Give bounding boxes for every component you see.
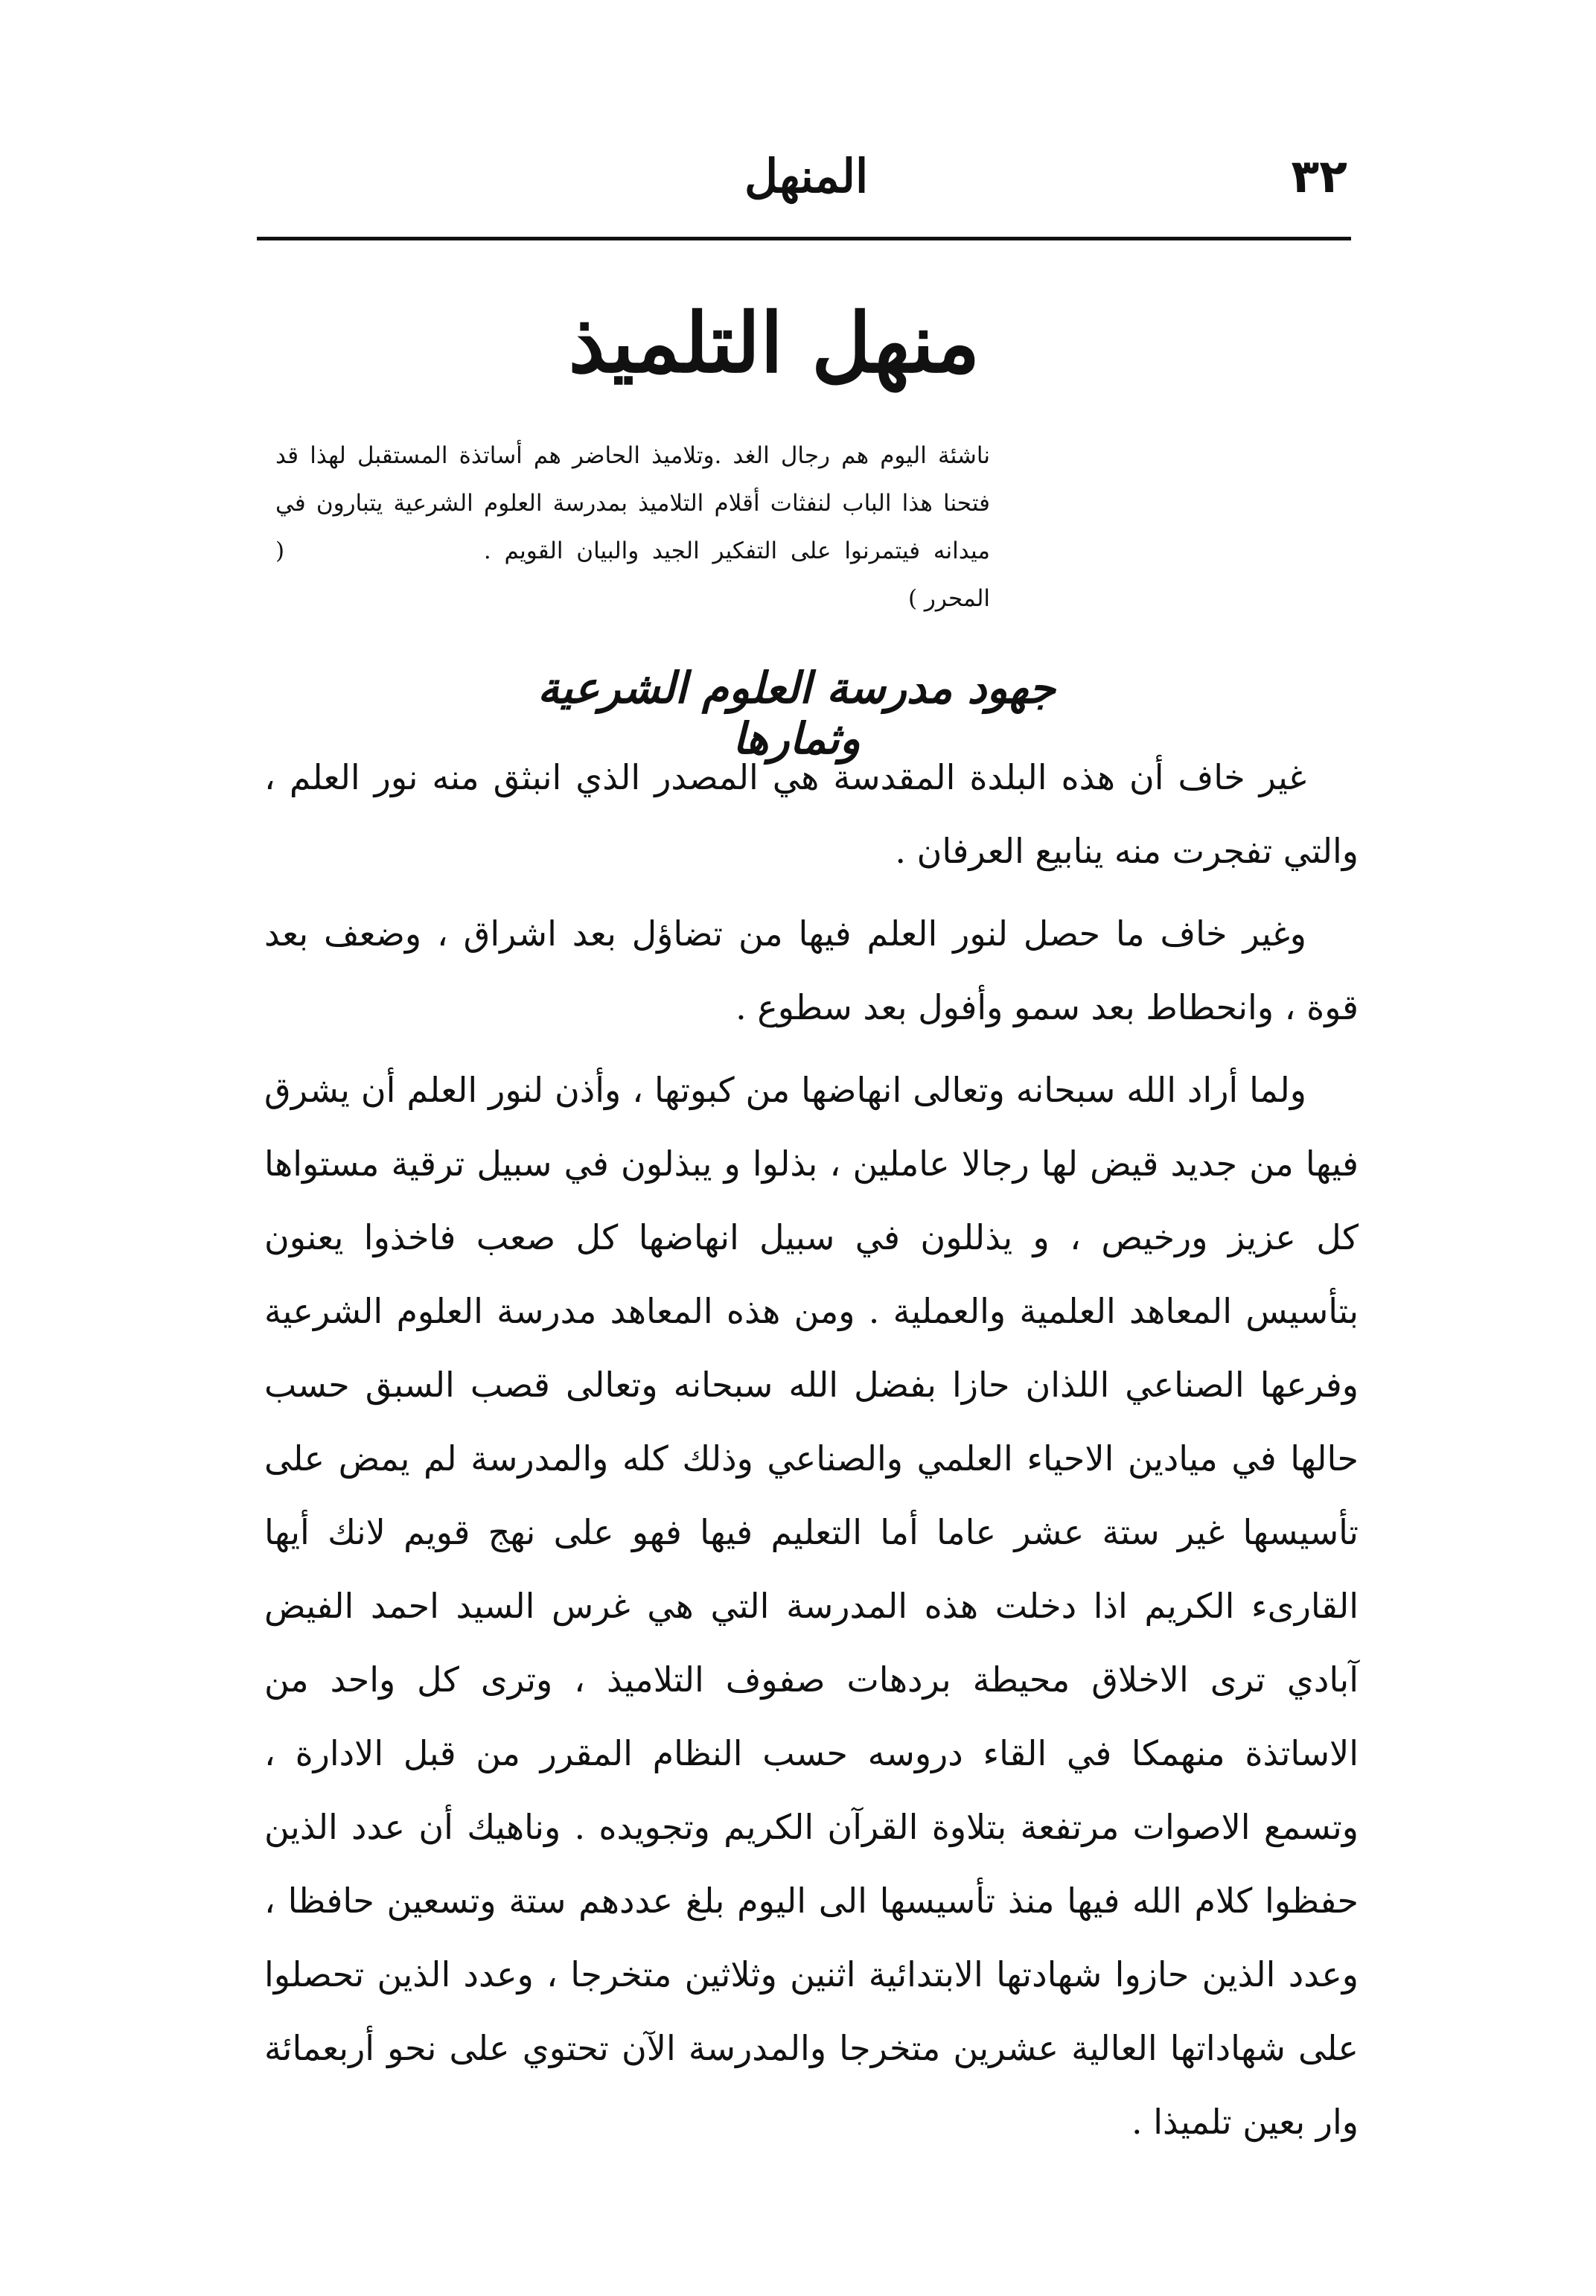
running-head: [253, 141, 1347, 223]
editor-signature: ( المحرر ): [275, 538, 990, 612]
journal-name: المنهل: [744, 149, 869, 203]
header-rule: [257, 237, 1351, 240]
section-intro-text: ناشئة اليوم هم رجال الغد .وتلاميذ الحاضر هم أساتذة المستقبل لهذا قد فتحنا هذا الباب لنفثات أقلام التلاميذ بمدرسة العلوم الشرعية يتبارون في ميدانه فيتمرنوا على التفكير الجيد والبيان القويم .: [275, 442, 990, 564]
article-paragraph-3: ولما أراد الله سبحانه وتعالى انهاضها من كبوتها ، وأذن لنور العلم أن يشرق فيها من جديد قيض لها رجالا عاملين ، بذلوا و يبذلون في سبيل ترقية مستواها كل عزيز ورخيص ، و يذللون في سبيل انهاضها كل صعب فاخذوا يعنون بتأسيس المعاهد العلمية والعملية . ومن هذه المعاهد مدرسة العلوم الشرعية وفرعها الصناعي اللذان حازا بفضل الله سبحانه وتعالى قصب السبق حسب حالها في ميادين الاحياء العلمي والصناعي وذلك كله والمدرسة لم يمض على تأسيسها غير ستة عشر عاما أما التعليم فيها فهو على نهج قويم لانك أيها القارىء الكريم اذا دخلت هذه المدرسة التي هي غرس السيد احمد الفيض آبادي ترى الاخلاق محيطة بردهات صفوف التلاميذ ، وترى كل واحد من الاساتذة منهمكا في القاء دروسه حسب النظام المقرر من قبل الادارة ، وتسمع الاصوات مرتفعة بتلاوة القرآن الكريم وتجويده . وناهيك أن عدد الذين حفظوا كلام الله فيها منذ تأسيسها الى اليوم بلغ عددهم ستة وتسعين حافظا ، وعدد الذين حازوا شهادتها الابتدائية اثنين وثلاثين متخرجا ، وعدد الذين تحصلوا على شهاداتها العالية عشرين متخرجا والمدرسة الآن تحتوي على نحو أربعمائة وار بعين تلميذا .: [264, 1070, 1359, 2142]
article-paragraph-2: وغير خاف ما حصل لنور العلم فيها من تضاؤل بعد اشراق ، وضعف بعد قوة ، وانحطاط بعد سمو وأفول بعد سطوع .: [264, 913, 1359, 1027]
article-body: [264, 741, 1359, 2159]
section-title: منهل التلميذ: [568, 295, 980, 391]
article-title: جهود مدرسة العلوم الشرعية وثمارها: [537, 663, 1056, 764]
article-paragraph-1: غير خاف أن هذه البلدة المقدسة هي المصدر الذي انبثق منه نور العلم ، والتي تفجرت منه ينابيع العرفان .: [264, 757, 1359, 871]
section-intro: [275, 432, 990, 622]
page-number: ٣٢: [1291, 149, 1347, 203]
